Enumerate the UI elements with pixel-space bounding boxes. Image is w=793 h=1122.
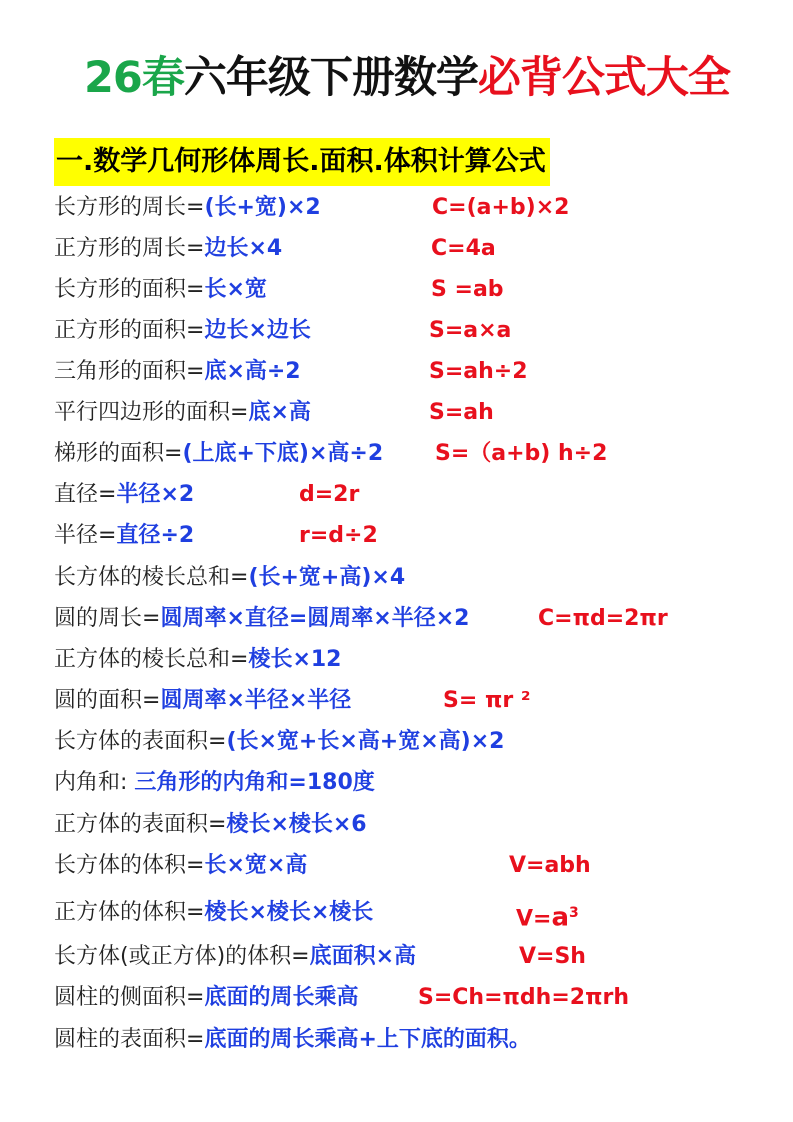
row-formula: V=abh (509, 853, 591, 878)
row-label: 长方体的体积= (54, 853, 205, 878)
row-formula: S =ab (431, 277, 504, 302)
formula-row-interior-angle (54, 766, 784, 800)
formula-row-radius (54, 519, 784, 553)
row-expression: 底×高 (248, 400, 311, 425)
formula-exponent: 3 (569, 905, 579, 921)
formula-row-prism-volume (54, 940, 784, 974)
row-label: 正方形的周长= (54, 236, 205, 261)
row-label: 正方体的体积= (54, 900, 205, 925)
row-expression: 底面的周长乘高 (204, 985, 359, 1010)
row-expression: 边长×边长 (204, 318, 311, 343)
formula-row-cylinder-lateral-area (54, 981, 784, 1015)
row-expression: 棱长×12 (248, 647, 342, 672)
row-expression: 长×宽 (204, 277, 267, 302)
row-expression: 底×高÷2 (204, 359, 301, 384)
row-formula: S=ah÷2 (429, 359, 528, 384)
row-expression: (上底+下底)×高÷2 (182, 441, 384, 466)
row-label: 长方体的棱长总和= (54, 565, 249, 590)
formula-row-diameter (54, 478, 784, 512)
formula-row-square-area (54, 314, 784, 348)
row-formula: C=4a (431, 236, 496, 261)
row-formula: S=（a+b) h÷2 (435, 441, 608, 466)
row-label: 三角形的面积= (54, 359, 205, 384)
row-expression: (长+宽)×2 (204, 195, 321, 220)
row-label: 正方体的表面积= (54, 812, 227, 837)
formula-row-parallelogram-area (54, 396, 784, 430)
formula-row-cylinder-surface-area (54, 1023, 784, 1057)
title-part-black: 六年级下册数学 (183, 53, 478, 103)
row-label: 正方体的棱长总和= (54, 647, 249, 672)
formula-row-cuboid-volume (54, 849, 784, 883)
row-expression: 长×宽×高 (204, 853, 308, 878)
row-formula: r=d÷2 (299, 523, 378, 548)
formula-row-cuboid-edge-sum (54, 561, 784, 595)
row-label: 内角和: (54, 770, 135, 795)
row-expression: 棱长×棱长×棱长 (204, 900, 374, 925)
formula-prefix: V= (516, 906, 552, 932)
formula-row-cube-edge-sum (54, 643, 784, 677)
formula-row-trapezoid-area (54, 437, 784, 471)
row-expression: 底面的周长乘高+上下底的面积。 (204, 1027, 531, 1052)
formula-row-cuboid-surface-area (54, 725, 784, 759)
row-label: 平行四边形的面积= (54, 400, 249, 425)
row-expression: 边长×4 (204, 236, 283, 261)
row-expression: 半径×2 (116, 482, 195, 507)
formula-row-rectangle-area (54, 273, 784, 307)
row-expression: 圆周率×半径×半径 (160, 688, 352, 713)
section-heading: 一.数学几何形体周长.面积.体积计算公式 (54, 138, 550, 186)
formula-row-square-perimeter (54, 232, 784, 266)
row-label: 正方形的面积= (54, 318, 205, 343)
formula-row-cube-surface-area (54, 808, 784, 842)
row-label: 圆柱的侧面积= (54, 985, 205, 1010)
row-formula: S= πr ² (443, 688, 531, 713)
formula-row-circle-area (54, 684, 784, 718)
formula-row-circle-circumference (54, 602, 784, 636)
title-part-green: 26春 (84, 53, 184, 103)
row-label: 长方体的表面积= (54, 729, 227, 754)
row-expression: (长+宽+高)×4 (248, 565, 406, 590)
row-expression: 三角形的内角和=180度 (134, 770, 375, 795)
row-label: 直径= (54, 482, 117, 507)
row-formula: C=πd=2πr (538, 606, 668, 631)
row-label: 圆的周长= (54, 606, 161, 631)
row-expression: 圆周率×直径=圆周率×半径×2 (160, 606, 470, 631)
row-label: 长方形的面积= (54, 277, 205, 302)
row-label: 梯形的面积= (54, 441, 183, 466)
formula-row-rectangle-perimeter (54, 191, 784, 225)
row-label: 长方体(或正方体)的体积= (54, 944, 310, 969)
formula-row-triangle-area (54, 355, 784, 389)
row-label: 长方形的周长= (54, 195, 205, 220)
row-expression: (长×宽+长×高+宽×高)×2 (226, 729, 505, 754)
page-title (84, 50, 730, 106)
formula-variable: a (551, 902, 570, 933)
row-expression: 底面积×高 (309, 944, 417, 969)
row-formula: C=(a+b)×2 (432, 195, 570, 220)
row-label: 圆的面积= (54, 688, 161, 713)
title-part-red: 必背公式大全 (477, 53, 730, 103)
row-formula: S=ah (429, 400, 494, 425)
row-formula (516, 896, 579, 936)
row-formula: V=Sh (519, 944, 586, 969)
row-label: 圆柱的表面积= (54, 1027, 205, 1052)
row-expression: 棱长×棱长×6 (226, 812, 367, 837)
row-label: 半径= (54, 523, 117, 548)
row-formula: d=2r (299, 482, 360, 507)
formula-row-cube-volume (54, 896, 784, 933)
row-formula: S=Ch=πdh=2πrh (418, 985, 629, 1010)
row-expression: 直径÷2 (116, 523, 195, 548)
row-formula: S=a×a (429, 318, 512, 343)
